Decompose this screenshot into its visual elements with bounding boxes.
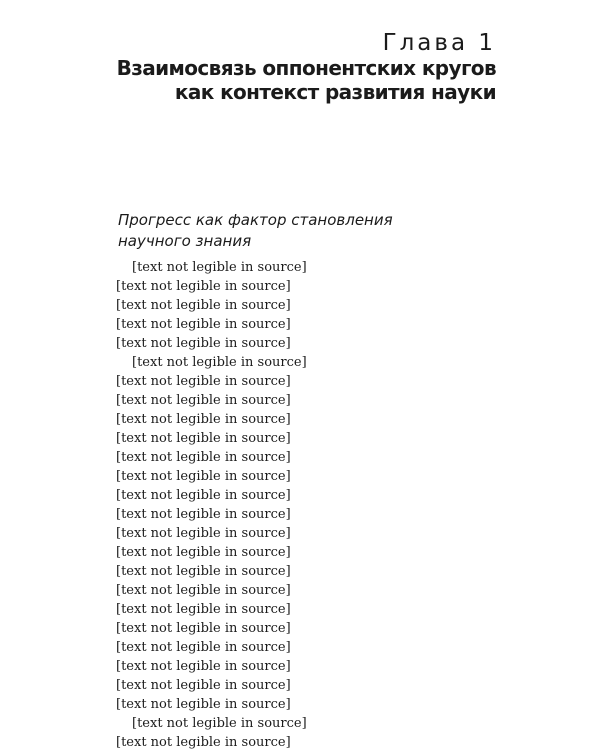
body-line: [text not legible in source] xyxy=(116,393,291,408)
body-text xyxy=(116,258,499,752)
body-line: [text not legible in source] xyxy=(132,355,307,370)
chapter-title-line: как контекст развития науки xyxy=(174,80,496,104)
body-line: [text not legible in source] xyxy=(116,697,291,712)
chapter-title-line: Взаимосвязь оппонентских кругов xyxy=(116,56,496,80)
section-heading xyxy=(118,210,478,252)
body-line: [text not legible in source] xyxy=(116,735,291,750)
body-line: [text not legible in source] xyxy=(116,659,291,674)
body-line: [text not legible in source] xyxy=(132,716,307,731)
body-line: [text not legible in source] xyxy=(116,545,291,560)
chapter-header xyxy=(117,30,496,104)
body-line: [text not legible in source] xyxy=(132,260,307,275)
body-line: [text not legible in source] xyxy=(116,336,291,351)
body-line: [text not legible in source] xyxy=(116,602,291,617)
body-line: [text not legible in source] xyxy=(116,640,291,655)
body-line: [text not legible in source] xyxy=(116,431,291,446)
body-line: [text not legible in source] xyxy=(116,488,291,503)
body-line: [text not legible in source] xyxy=(116,412,291,427)
body-line: [text not legible in source] xyxy=(116,298,291,313)
body-line: [text not legible in source] xyxy=(116,279,291,294)
body-line: [text not legible in source] xyxy=(116,469,291,484)
body-line: [text not legible in source] xyxy=(116,621,291,636)
section-heading-line: Прогресс как фактор становления xyxy=(118,211,393,229)
body-line: [text not legible in source] xyxy=(116,317,291,332)
body-line: [text not legible in source] xyxy=(116,583,291,598)
section-heading-line: научного знания xyxy=(118,232,252,250)
body-line: [text not legible in source] xyxy=(116,678,291,693)
body-line: [text not legible in source] xyxy=(116,526,291,541)
chapter-label: Глава 1 xyxy=(382,30,496,56)
body-line: [text not legible in source] xyxy=(116,374,291,389)
body-line: [text not legible in source] xyxy=(116,450,291,465)
body-line: [text not legible in source] xyxy=(116,564,291,579)
body-line: [text not legible in source] xyxy=(116,507,291,522)
